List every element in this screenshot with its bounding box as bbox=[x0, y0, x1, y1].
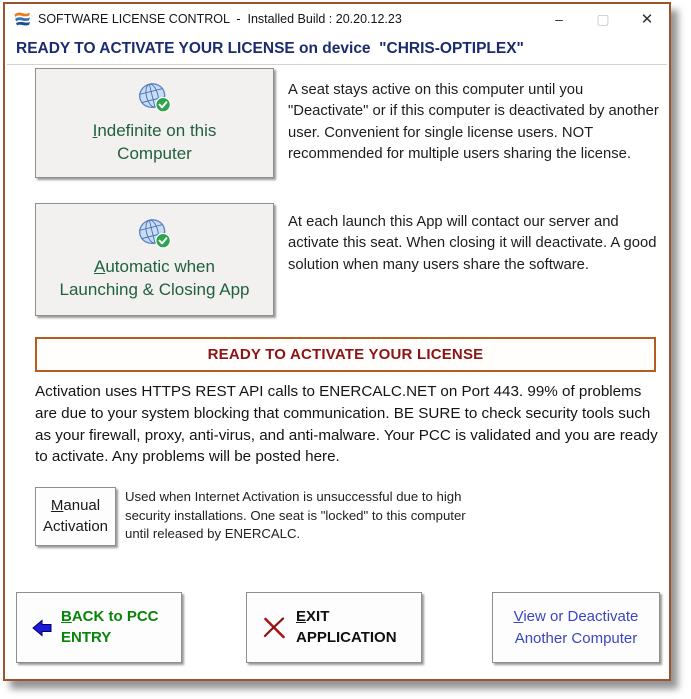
automatic-activation-button[interactable] bbox=[35, 203, 274, 316]
status-details-text: Activation uses HTTPS REST API calls to ENERCALC.NET on Port 443. 99% of problems are due to your system blocking that communication. BE SURE to check security tools such as your firewall, proxy, anti-virus, and anti-malware. Your PCC is validated and you are ready to activate. Any problems will be posted here. bbox=[35, 383, 658, 466]
title-bar bbox=[5, 4, 669, 34]
indefinite-activation-button[interactable] bbox=[35, 68, 274, 178]
manual-activation-label: Manual Activation bbox=[42, 497, 109, 535]
status-banner bbox=[35, 337, 656, 372]
minimize-button[interactable]: – bbox=[555, 11, 563, 27]
indefinite-button-label: Indefinite on this Computer bbox=[92, 120, 217, 163]
maximize-button[interactable]: ▢ bbox=[596, 10, 610, 27]
window-title: SOFTWARE LICENSE CONTROL - Installed Build : 20.20.12.23 bbox=[38, 12, 402, 26]
exit-button-label: EXIT APPLICATION bbox=[296, 608, 397, 646]
red-x-icon bbox=[261, 614, 288, 641]
view-button-label: View or Deactivate Another Computer bbox=[513, 607, 639, 647]
back-to-pcc-entry-button[interactable] bbox=[16, 592, 182, 663]
page-title: READY TO ACTIVATE YOUR LICENSE on device "CHRIS-OPTIPLEX" bbox=[16, 40, 524, 57]
status-banner-text: READY TO ACTIVATE YOUR LICENSE bbox=[207, 346, 484, 363]
manual-activation-description: Used when Internet Activation is unsuccessful due to high security installations. One seat is "locked" to this computer until released by ENERCALC. bbox=[125, 489, 466, 542]
automatic-option-description: At each launch this App will contact our server and activate this seat. When closing it will deactivate. A good solution when many users share the software. bbox=[288, 214, 657, 273]
exit-application-button[interactable] bbox=[246, 592, 422, 663]
arrow-left-icon bbox=[31, 618, 53, 638]
manual-activation-button[interactable] bbox=[35, 487, 116, 546]
indefinite-option-description: A seat stays active on this computer until you "Deactivate" or if this computer is deactivated by another user. Convenient for single license users. NOT recommended for multiple users sharing the license. bbox=[288, 82, 659, 163]
back-button-label: BACK to PCC ENTRY bbox=[61, 608, 159, 646]
software-license-control-window bbox=[3, 2, 671, 681]
app-logo-icon bbox=[13, 11, 31, 27]
header-divider bbox=[7, 64, 667, 65]
window-controls bbox=[537, 4, 669, 34]
globe-check-icon bbox=[136, 217, 174, 250]
automatic-button-label: Automatic when Launching & Closing App bbox=[59, 257, 250, 299]
view-or-deactivate-another-computer-button[interactable] bbox=[492, 592, 660, 663]
globe-check-icon bbox=[136, 81, 174, 114]
close-button[interactable]: ✕ bbox=[640, 11, 654, 28]
